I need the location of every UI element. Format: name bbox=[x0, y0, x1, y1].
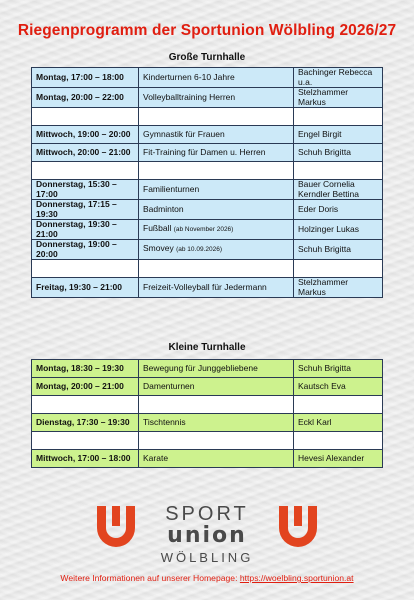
leader-name: Schuh Brigitta bbox=[298, 362, 351, 373]
activity-note: (ab 10.09.2026) bbox=[176, 246, 222, 254]
activity-cell bbox=[139, 126, 294, 144]
spacer-cell bbox=[294, 108, 383, 126]
activity-name: Smovey bbox=[143, 243, 174, 254]
time-cell: Freitag, 19:30 – 21:00 bbox=[32, 278, 139, 298]
footer-text: Weitere Informationen auf unserer Homepage: bbox=[60, 573, 240, 583]
spacer-cell bbox=[32, 432, 139, 450]
logo-text-woelbling: WÖLBLING bbox=[160, 550, 254, 565]
activity-cell bbox=[139, 240, 294, 260]
time-cell: Montag, 20:00 – 22:00 bbox=[32, 88, 139, 108]
activity-name: Karate bbox=[143, 452, 169, 463]
leader-name: Holzinger Lukas bbox=[298, 223, 359, 234]
activity-cell bbox=[139, 220, 294, 240]
logo-right-u-inner bbox=[294, 506, 302, 526]
leader-name: Schuh Brigitta bbox=[298, 146, 351, 157]
leader-cell bbox=[294, 220, 383, 240]
spacer-cell bbox=[32, 260, 139, 278]
spacer-cell bbox=[32, 108, 139, 126]
schedule-body-grosse bbox=[32, 68, 383, 298]
leader-name: Stelzhammer bbox=[298, 87, 349, 97]
sportunion-logo bbox=[95, 500, 319, 566]
leader-cell bbox=[294, 278, 383, 298]
section-title-kleine-turnhalle: Kleine Turnhalle bbox=[168, 342, 246, 353]
activity-cell bbox=[139, 88, 294, 108]
time-cell: Donnerstag, 19:30 – 21:00 bbox=[32, 220, 139, 240]
kleine-table-row bbox=[32, 414, 383, 432]
schedule-body-kleine bbox=[32, 360, 383, 468]
spacer-cell bbox=[294, 260, 383, 278]
kleine-table-row bbox=[32, 450, 383, 468]
leader-name: Bachinger Rebecca bbox=[298, 67, 373, 77]
grosse-table-row bbox=[32, 200, 383, 220]
activity-name: Volleyballtraining Herren bbox=[143, 91, 236, 102]
leader-name: Hevesi Alexander bbox=[298, 452, 365, 463]
leader-name: Eckl Karl bbox=[298, 416, 332, 427]
grosse-table-row bbox=[32, 180, 383, 200]
kleine-spacer-row bbox=[32, 432, 383, 450]
activity-name: Familienturnen bbox=[143, 183, 200, 194]
leader-cell bbox=[294, 360, 383, 378]
schedule-table-kleine-turnhalle bbox=[31, 359, 383, 468]
time-cell: Dienstag, 17:30 – 19:30 bbox=[32, 414, 139, 432]
leader-cell bbox=[294, 200, 383, 220]
logo-left-u-inner bbox=[112, 506, 120, 526]
time-cell: Montag, 17:00 – 18:00 bbox=[32, 68, 139, 88]
leader-cell bbox=[294, 414, 383, 432]
time-cell: Mittwoch, 19:00 – 20:00 bbox=[32, 126, 139, 144]
leader-name-secondary: Markus bbox=[298, 96, 326, 107]
spacer-cell bbox=[139, 432, 294, 450]
logo-text-union: union bbox=[167, 523, 247, 548]
leader-cell bbox=[294, 144, 383, 162]
activity-cell bbox=[139, 414, 294, 432]
spacer-cell bbox=[139, 396, 294, 414]
page-title: Riegenprogramm der Sportunion Wölbling 2026/27 bbox=[17, 22, 397, 39]
spacer-cell bbox=[139, 162, 294, 180]
activity-note: (ab November 2026) bbox=[173, 226, 234, 234]
activity-cell bbox=[139, 450, 294, 468]
schedule-table-grosse-turnhalle bbox=[31, 67, 383, 298]
activity-name: Fußball bbox=[143, 223, 172, 234]
leader-name: Eder Doris bbox=[298, 203, 339, 214]
leader-name: Kautsch Eva bbox=[298, 380, 346, 391]
grosse-table-row bbox=[32, 240, 383, 260]
time-cell: Donnerstag, 19:00 – 20:00 bbox=[32, 240, 139, 260]
grosse-table-row bbox=[32, 126, 383, 144]
time-cell: Montag, 18:30 – 19:30 bbox=[32, 360, 139, 378]
activity-name: Badminton bbox=[143, 203, 184, 214]
grosse-spacer-row bbox=[32, 162, 383, 180]
spacer-cell bbox=[32, 396, 139, 414]
activity-cell bbox=[139, 144, 294, 162]
spacer-cell bbox=[32, 162, 139, 180]
leader-name-secondary: u.a. bbox=[298, 76, 313, 87]
leader-cell bbox=[294, 180, 383, 200]
time-cell: Donnerstag, 15:30 – 17:00 bbox=[32, 180, 139, 200]
grosse-table-row bbox=[32, 88, 383, 108]
grosse-table-row bbox=[32, 144, 383, 162]
spacer-cell bbox=[294, 162, 383, 180]
kleine-spacer-row bbox=[32, 396, 383, 414]
time-cell: Mittwoch, 17:00 – 18:00 bbox=[32, 450, 139, 468]
activity-cell bbox=[139, 200, 294, 220]
spacer-cell bbox=[139, 260, 294, 278]
leader-name-secondary: Markus bbox=[298, 286, 326, 297]
grosse-table-row bbox=[32, 220, 383, 240]
kleine-table-row bbox=[32, 360, 383, 378]
leader-name: Engel Birgit bbox=[298, 128, 342, 139]
grosse-spacer-row bbox=[32, 260, 383, 278]
activity-cell bbox=[139, 180, 294, 200]
activity-name: Tischtennis bbox=[143, 416, 186, 427]
activity-cell bbox=[139, 68, 294, 88]
leader-cell bbox=[294, 88, 383, 108]
spacer-cell bbox=[294, 432, 383, 450]
logo-text-sport: SPORT bbox=[165, 503, 249, 525]
spacer-cell bbox=[139, 108, 294, 126]
activity-name: Damenturnen bbox=[143, 380, 195, 391]
leader-cell bbox=[294, 240, 383, 260]
homepage-link[interactable]: https://woelbling.sportunion.at bbox=[239, 573, 354, 583]
footer-info bbox=[0, 573, 414, 583]
activity-cell bbox=[139, 360, 294, 378]
grosse-spacer-row bbox=[32, 108, 383, 126]
grosse-table-row bbox=[32, 68, 383, 88]
spacer-cell bbox=[294, 396, 383, 414]
activity-cell bbox=[139, 278, 294, 298]
grosse-table-row bbox=[32, 278, 383, 298]
time-cell: Montag, 20:00 – 21:00 bbox=[32, 378, 139, 396]
time-cell: Mittwoch, 20:00 – 21:00 bbox=[32, 144, 139, 162]
section-title-grosse-turnhalle: Große Turnhalle bbox=[168, 52, 246, 63]
leader-cell bbox=[294, 68, 383, 88]
activity-name: Fit-Training für Damen u. Herren bbox=[143, 146, 266, 157]
leader-cell bbox=[294, 378, 383, 396]
activity-name: Bewegung für Junggebliebene bbox=[143, 362, 258, 373]
leader-name: Schuh Brigitta bbox=[298, 243, 351, 254]
activity-name: Freizeit-Volleyball für Jedermann bbox=[143, 281, 267, 292]
leader-name: Stelzhammer bbox=[298, 277, 349, 287]
leader-name: Bauer Cornelia bbox=[298, 179, 355, 189]
time-cell: Donnerstag, 17:15 – 19:30 bbox=[32, 200, 139, 220]
activity-cell bbox=[139, 378, 294, 396]
leader-cell bbox=[294, 126, 383, 144]
leader-name-secondary: Kerndler Bettina bbox=[298, 188, 359, 199]
leader-cell bbox=[294, 450, 383, 468]
activity-name: Gymnastik für Frauen bbox=[143, 128, 225, 139]
kleine-table-row bbox=[32, 378, 383, 396]
sportunion-logo-graphic bbox=[95, 500, 319, 566]
activity-name: Kinderturnen 6-10 Jahre bbox=[143, 71, 235, 82]
